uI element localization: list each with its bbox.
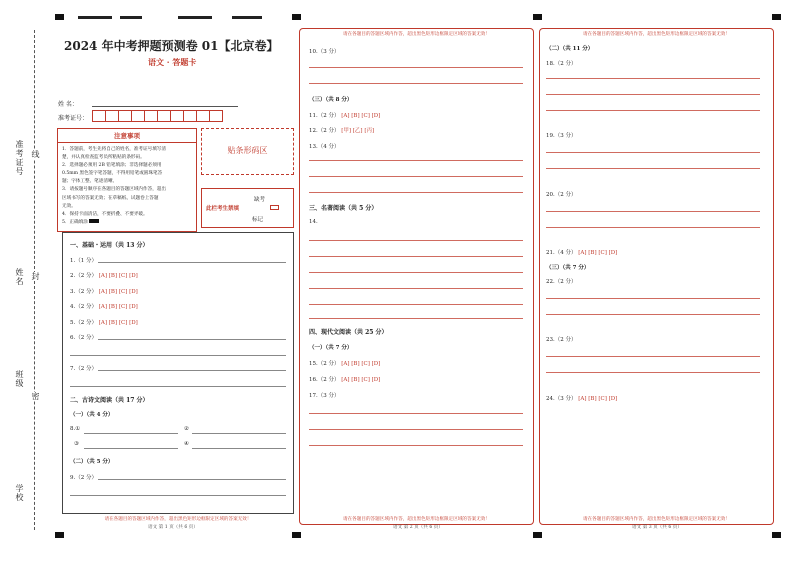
barcode-area [201,128,294,175]
subsection-title: （一）（共 4 分） [70,412,114,418]
question-1-label: 1.（1 分） [70,258,97,264]
answer-line[interactable] [309,429,523,430]
registration-mark [120,16,142,19]
question-5[interactable] [70,318,138,326]
registration-mark [533,532,542,538]
area-notice: 请在各题目的答题区域内作答，超出黑色矩形边框限定区域的答案无效！ [582,517,730,522]
absent-label: 此栏考生禁填 [206,206,240,212]
registration-mark [533,14,542,20]
answer-line[interactable] [546,152,760,153]
page-footer: 语文 第 1 页（共 6 页） [148,525,198,530]
binding-seal-label: 封 [31,272,40,281]
registration-mark [178,16,212,19]
area-notice: 请在各题目的答题区域内作答，超出黑色矩形边框限定区域的答案无效！ [104,517,252,522]
registration-mark [232,16,262,19]
answer-line[interactable] [309,160,523,161]
binding-class-label: 班级 [15,370,24,388]
answer-line[interactable] [546,227,760,228]
question-20-label: 20.（2 分） [546,192,577,198]
question-8c-label: ③ [74,441,79,447]
answer-line[interactable] [84,433,178,434]
notice-box [57,128,197,232]
answer-line[interactable] [546,94,760,95]
question-13-label: 13.（4 分） [309,144,340,150]
question-22-label: 22.（2 分） [546,279,577,285]
registration-mark [55,532,64,538]
question-label: 24.（3 分） [546,396,577,402]
answer-line[interactable] [70,495,286,496]
choice-options[interactable]: [A] [B] [C] [D] [578,396,618,402]
ticket-label: 准考证号： [58,115,89,122]
answer-line[interactable] [309,318,523,319]
answer-line[interactable] [546,356,760,357]
page-subtitle: 语文 · 答题卡 [148,57,197,67]
question-11[interactable] [309,111,380,119]
notice-item: 题；字体工整、笔迹清晰。 [62,179,118,185]
question-label: 15.（2 分） [309,361,340,367]
answer-line[interactable] [192,448,286,449]
question-8a-label: 8.① [70,426,81,432]
answer-line[interactable] [546,211,760,212]
question-label: 12.（2 分） [309,128,340,134]
absent-mark-text-2: 标记 [252,217,264,223]
section-title: 三、名著阅读（共 5 分） [309,205,378,212]
ticket-number-grid[interactable] [92,110,222,122]
answer-line[interactable] [192,433,286,434]
choice-options[interactable]: [A] [B] [C] [D] [578,250,618,256]
choice-options[interactable]: [A] [B] [C] [D] [341,361,381,367]
registration-mark [772,14,781,20]
question-4[interactable] [70,302,138,310]
name-field[interactable] [92,106,238,107]
area-notice: 请在各题目的答题区域内作答，超出黑色矩形边框限定区域的答案无效！ [342,32,490,37]
registration-mark [78,16,112,19]
question-12[interactable] [309,126,374,134]
question-21[interactable] [546,248,617,256]
question-label: 4.（2 分） [70,304,97,310]
choice-options[interactable]: [A] [B] [C] [D] [341,113,381,119]
subsection-title: （二）（共 11 分） [546,46,594,52]
answer-line[interactable] [309,413,523,414]
area-notice: 请在各题目的答题区域内作答，超出黑色矩形边框限定区域的答案无效！ [342,517,490,522]
answer-line[interactable] [309,240,523,241]
answer-line[interactable] [98,479,286,480]
section-title: 四、现代文阅读（共 25 分） [309,329,388,336]
answer-line[interactable] [309,445,523,446]
name-label: 姓 名： [58,101,78,108]
answer-line[interactable] [309,288,523,289]
registration-mark [55,14,64,20]
answer-line[interactable] [309,272,523,273]
question-24[interactable] [546,394,617,402]
choice-options[interactable]: [A] [B] [C] [D] [98,289,138,295]
question-23-label: 23.（2 分） [546,337,577,343]
question-label: 21.（4 分） [546,250,577,256]
question-16[interactable] [309,375,380,383]
answer-line[interactable] [546,78,760,79]
question-19-label: 19.（3 分） [546,133,577,139]
fill-sample-icon [89,219,99,223]
answer-line[interactable] [70,386,286,387]
choice-options[interactable]: [A] [B] [C] [D] [98,304,138,310]
question-8b-label: ② [184,426,189,432]
notice-item [62,219,192,227]
question-label: 11.（2 分） [309,113,340,119]
answer-line[interactable] [309,176,523,177]
notice-item: 3．请按题号顺序在各题目的答题区域内作答，超出 [62,187,166,193]
question-label: 5.（2 分） [70,320,97,326]
answer-line[interactable] [309,256,523,257]
binding-name-label: 姓名 [15,268,24,286]
subsection-title: （二）（共 5 分） [70,459,114,465]
notice-item-label: 5．正确填涂 [62,219,88,225]
question-label: 3.（2 分） [70,289,97,295]
binding-secret-label: 密 [31,392,40,401]
section-title: 二、古诗文阅读（共 17 分） [70,397,149,404]
answer-line[interactable] [546,110,760,111]
page-footer: 语文 第 2 页（共 6 页） [393,525,443,530]
question-8d-label: ④ [184,441,189,447]
answer-line[interactable] [98,262,286,263]
area-notice: 请在各题目的答题区域内作答，超出黑色矩形边框限定区域的答案无效！ [582,32,730,37]
question-label: 2.（2 分） [70,273,97,279]
binding-ticket-label: 准考证号 [15,140,24,176]
registration-mark [292,14,301,20]
question-3[interactable] [70,287,138,295]
question-7-label: 7.（2 分） [70,366,97,372]
notice-item: 楚，并认真检查监考员所粘贴的条形码。 [62,155,145,161]
notice-list [58,143,196,230]
registration-mark [292,532,301,538]
binding-line-label: 线 [31,150,40,159]
question-18-label: 18.（2 分） [546,61,577,67]
page-footer: 语文 第 3 页（共 6 页） [632,525,682,530]
subsection-title: （一）（共 7 分） [309,345,353,351]
binding-school-label: 学校 [15,484,24,502]
choice-options[interactable]: [A] [B] [C] [D] [341,377,381,383]
choice-options[interactable]: [甲] [乙] [丙] [341,128,375,134]
barcode-area-label: 贴条形码区 [227,146,268,155]
question-9-label: 9.（2 分） [70,475,97,481]
choice-options[interactable]: [A] [B] [C] [D] [98,320,138,326]
question-17-label: 17.（3 分） [309,393,340,399]
answer-line[interactable] [546,372,760,373]
subsection-title: （三）（共 8 分） [309,97,353,103]
answer-line[interactable] [546,298,760,299]
subsection-title: （三）（共 7 分） [546,265,590,271]
question-10-label: 10.（3 分） [309,49,340,55]
registration-mark [772,532,781,538]
answer-line[interactable] [70,355,286,356]
absent-checkbox[interactable] [270,205,279,210]
question-6-label: 6.（2 分） [70,335,97,341]
answer-line[interactable] [546,314,760,315]
notice-item: 无效。 [62,203,76,209]
notice-item: 2．选择题必须用 2B 铅笔填涂；非选择题必须用 [62,163,162,169]
absent-mark-text-1: 缺考 [254,197,266,203]
answer-line[interactable] [98,339,286,340]
question-14-label: 14. [309,219,318,225]
answer-line[interactable] [309,304,523,305]
answer-line[interactable] [309,83,523,84]
answer-line[interactable] [84,448,178,449]
notice-item: 4．保持卡面清洁，不要折叠、不要弄破。 [62,211,148,217]
notice-item: 0.5mm 黑色签字笔答题，不得用铅笔或圆珠笔答 [62,171,163,177]
answer-line[interactable] [309,67,523,68]
answer-line[interactable] [546,168,760,169]
answer-line[interactable] [98,370,286,371]
question-label: 16.（2 分） [309,377,340,383]
choice-options[interactable]: [A] [B] [C] [D] [98,273,138,279]
notice-title: 注意事项 [58,129,196,143]
question-15[interactable] [309,359,380,367]
absent-box [201,188,294,228]
notice-item: 区域书写的答案无效；在草稿纸、试题卷上答题 [62,195,159,201]
question-2[interactable] [70,271,138,279]
section-title: 一、基础・运用（共 13 分） [70,242,149,249]
page-title: 2024 年中考押题预测卷 01【北京卷】 [64,39,279,53]
notice-item: 1．答题前，考生先将自己的姓名，准考证号填写清 [62,147,166,152]
answer-line[interactable] [309,192,523,193]
